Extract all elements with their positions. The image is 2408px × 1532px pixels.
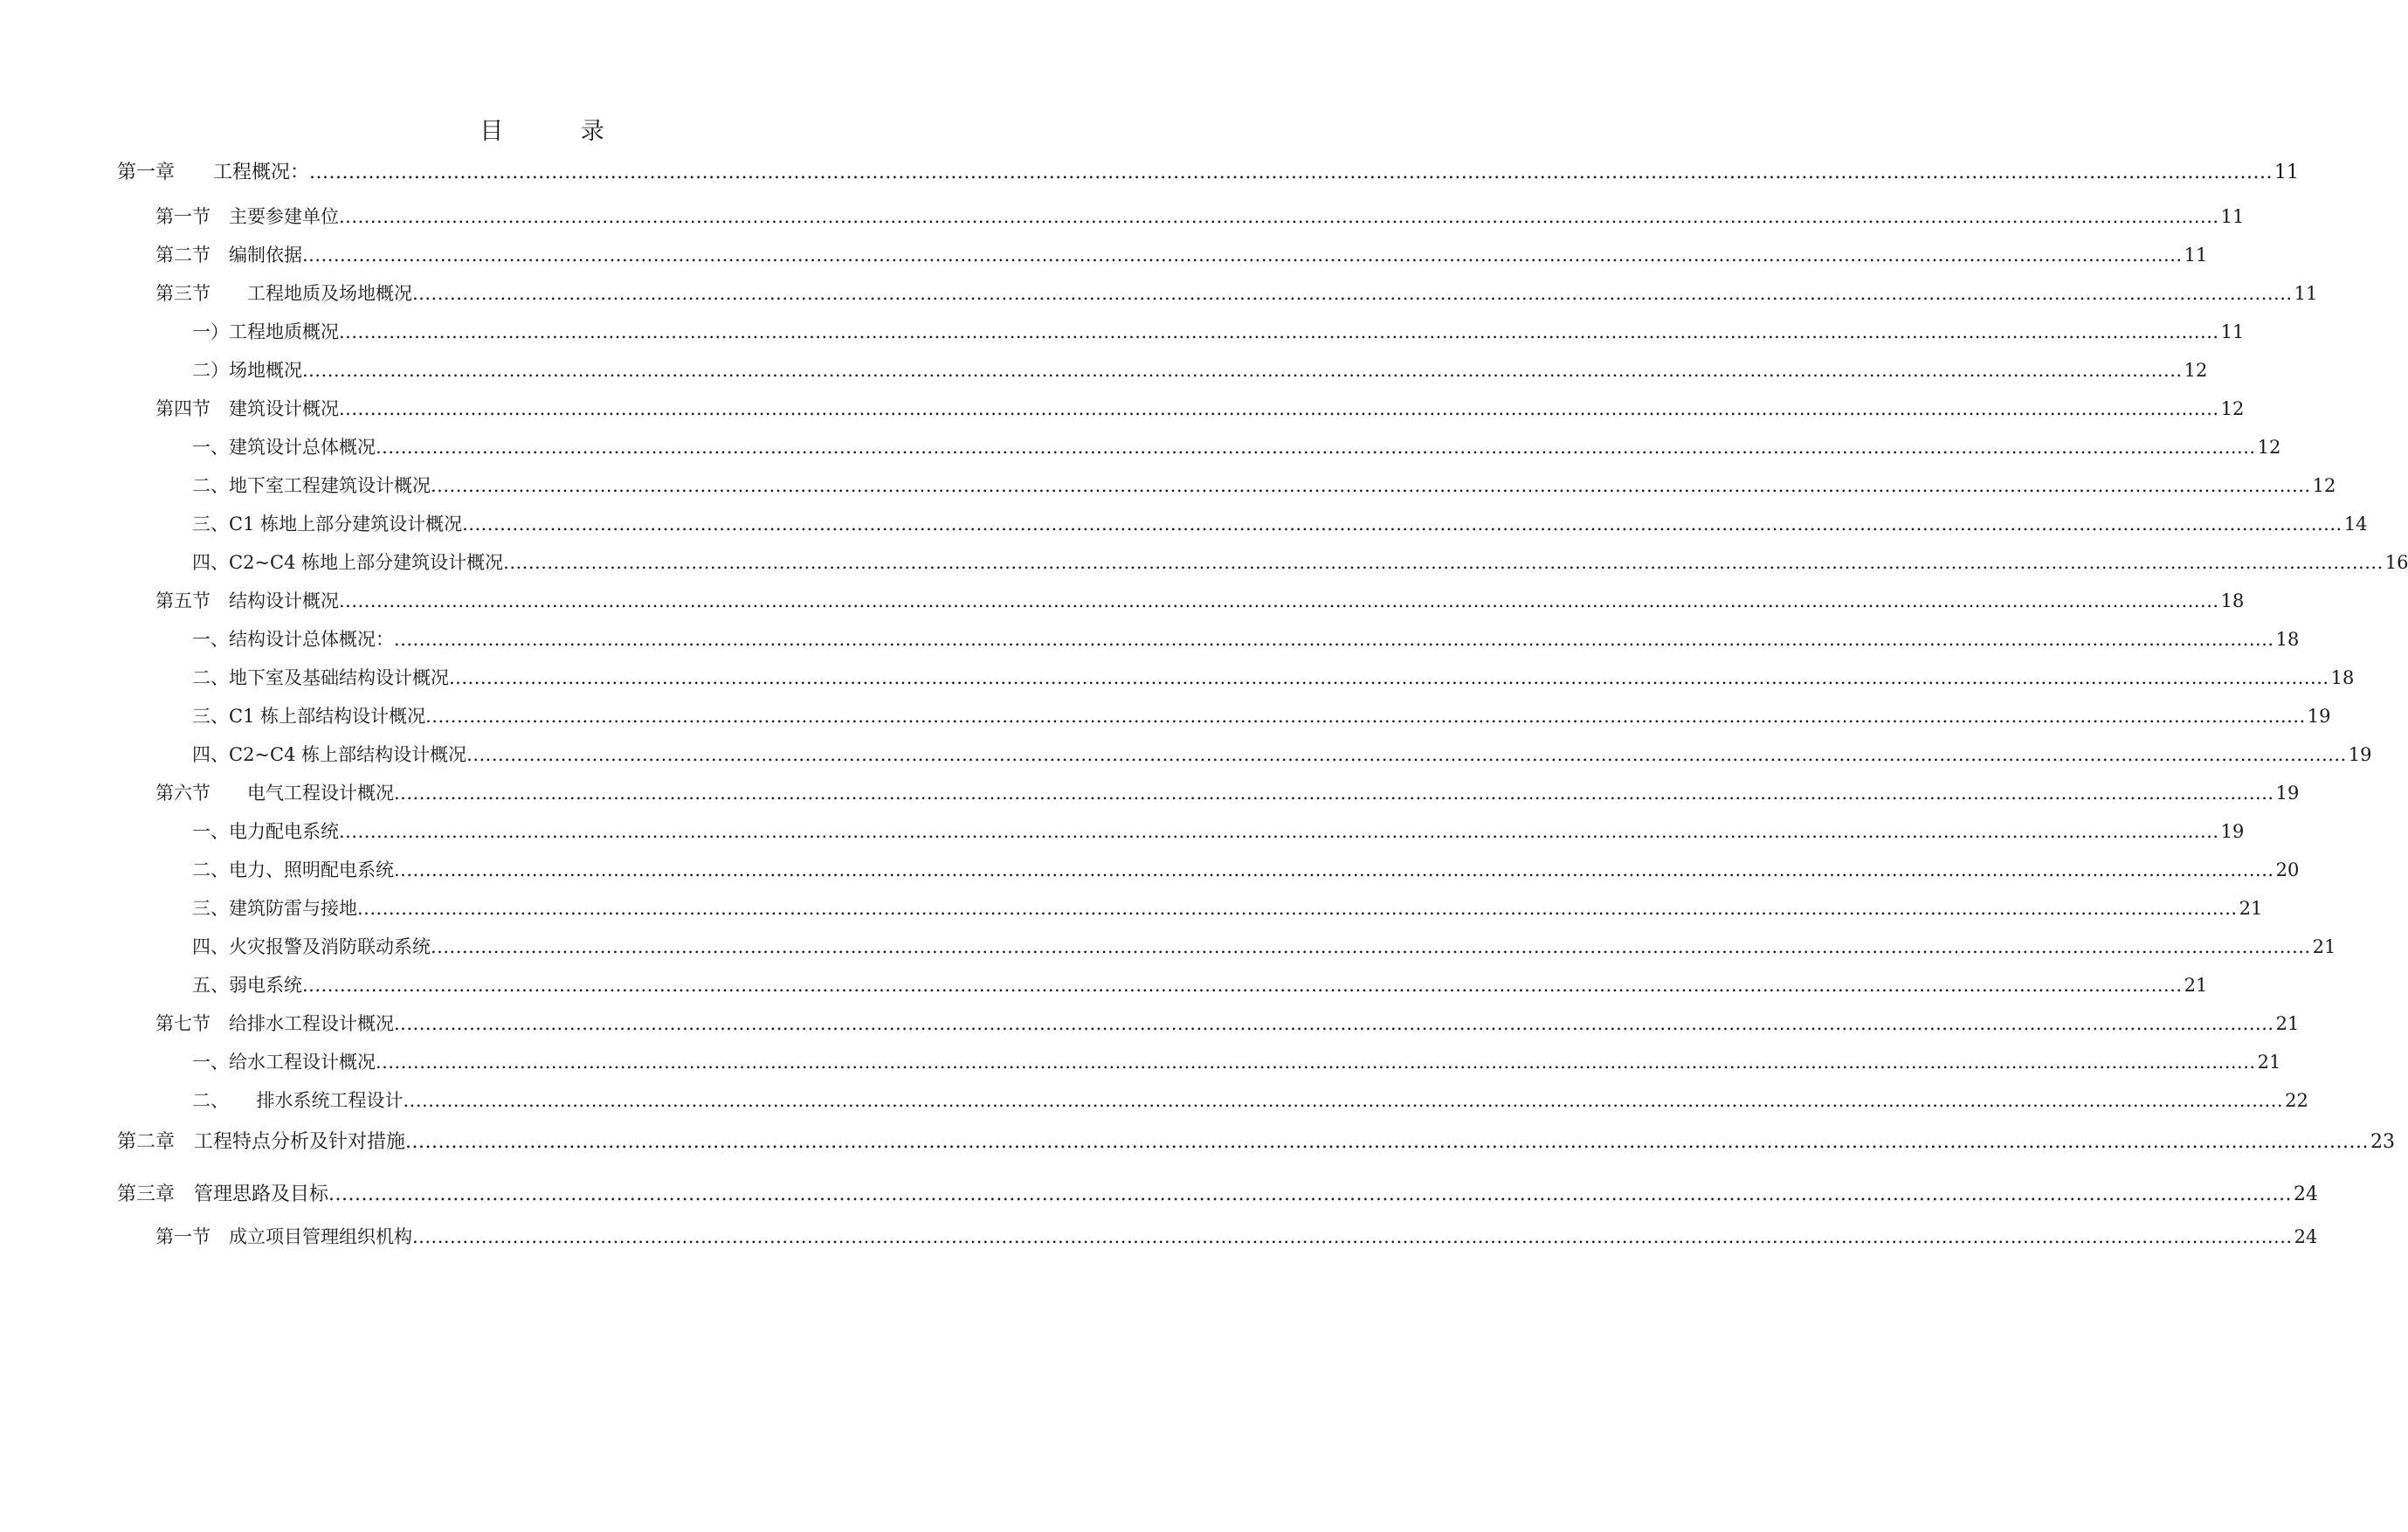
- toc-entry-label: 四、火灾报警及消防联动系统: [192, 936, 431, 957]
- toc-entry-page-number: 11: [2294, 283, 2318, 304]
- toc-entry-page-number: 22: [2285, 1090, 2308, 1111]
- page-title: 目 录: [480, 118, 639, 145]
- toc-entry-page-number: 11: [2184, 245, 2208, 266]
- toc-entry[interactable]: [155, 779, 2300, 805]
- toc-leader-dots: ............................................................................................................................................................................................................................................................................................................: [449, 667, 2329, 688]
- toc-entry-label: 二、地下室工程建筑设计概况: [192, 475, 431, 496]
- toc-leader-dots: ............................................................................................................................................................................................................................................................................................................: [339, 821, 2219, 842]
- toc-leader-dots: ............................................................................................................................................................................................................................................................................................................: [302, 975, 2183, 996]
- toc-entry-page-number: 21: [2257, 1052, 2281, 1073]
- toc-entry-page-number: 14: [2343, 514, 2368, 535]
- toc-entry[interactable]: [155, 587, 2245, 613]
- toc-leader-dots: ............................................................................................................................................................................................................................................................................................................: [431, 475, 2311, 496]
- toc-entry-label: 第四节 建筑设计概况: [155, 398, 339, 419]
- toc-entry-label: 第二章 工程特点分析及针对措施: [117, 1131, 406, 1153]
- toc-entry-label: 第五节 结构设计概况: [155, 590, 339, 611]
- toc-leader-dots: ............................................................................................................................................................................................................................................................................................................: [462, 514, 2342, 535]
- toc-entry[interactable]: [155, 241, 2208, 267]
- toc-entry[interactable]: [192, 818, 2245, 844]
- toc-entry-label: 第六节 电气工程设计概况: [155, 783, 394, 804]
- toc-entry-label: 四、C2~C4 栋上部结构设计概况: [192, 744, 467, 765]
- toc-entry-page-number: 20: [2275, 859, 2300, 880]
- toc-entry-label: 三、C1 栋上部结构设计概况: [192, 706, 426, 727]
- toc-entry-label: 五、弱电系统: [192, 975, 302, 996]
- toc-entry[interactable]: [192, 472, 2336, 498]
- toc-entry[interactable]: [192, 856, 2300, 882]
- toc-entry-label: 四、C2~C4 栋地上部分建筑设计概况: [192, 552, 504, 573]
- toc-entry[interactable]: [192, 510, 2368, 536]
- toc-entry-label: 二、电力、照明配电系统: [192, 859, 394, 880]
- toc-entry-page-number: 11: [2273, 162, 2299, 183]
- toc-entry-label: 一、给水工程设计概况: [192, 1052, 376, 1073]
- toc-entry-label: 二、地下室及基础结构设计概况: [192, 667, 449, 688]
- toc-leader-dots: ............................................................................................................................................................................................................................................................................................................: [425, 706, 2306, 727]
- toc-entry-page-number: 19: [2348, 744, 2372, 765]
- toc-entry[interactable]: [192, 933, 2336, 959]
- toc-entry[interactable]: [155, 395, 2245, 421]
- toc-entry-label: 第七节 给排水工程设计概况: [155, 1013, 394, 1034]
- toc-entry-label: 一、电力配电系统: [192, 821, 339, 842]
- toc-entry-label: 一、结构设计总体概况：: [192, 629, 394, 650]
- toc-entry[interactable]: [192, 971, 2208, 997]
- toc-entry-page-number: 21: [2239, 898, 2263, 919]
- toc-entry-page-number: 11: [2220, 321, 2245, 342]
- toc-entry[interactable]: [192, 625, 2300, 652]
- toc-leader-dots: ............................................................................................................................................................................................................................................................................................................: [339, 398, 2219, 419]
- toc-leader-dots: ............................................................................................................................................................................................................................................................................................................: [466, 744, 2347, 765]
- toc-entry[interactable]: [192, 549, 2408, 575]
- toc-entry-page-number: 11: [2220, 206, 2245, 227]
- toc-leader-dots: ............................................................................................................................................................................................................................................................................................................: [394, 783, 2274, 804]
- toc-leader-dots: ............................................................................................................................................................................................................................................................................................................: [328, 1184, 2292, 1205]
- toc-entry-label: 第一节 主要参建单位: [155, 206, 339, 227]
- toc-entry-page-number: 19: [2220, 821, 2245, 842]
- toc-entry[interactable]: [192, 1087, 2308, 1113]
- toc-leader-dots: ............................................................................................................................................................................................................................................................................................................: [302, 245, 2183, 266]
- toc-leader-dots: ............................................................................................................................................................................................................................................................................................................: [412, 283, 2293, 304]
- toc-entry[interactable]: [192, 433, 2281, 459]
- toc-entry-page-number: 19: [2307, 706, 2331, 727]
- toc-entry-page-number: 24: [2293, 1184, 2318, 1205]
- toc-entry[interactable]: [155, 203, 2245, 229]
- toc-entry[interactable]: [192, 318, 2245, 344]
- toc-entry-page-number: 19: [2275, 783, 2300, 804]
- toc-leader-dots: ............................................................................................................................................................................................................................................................................................................: [503, 552, 2384, 573]
- toc-entry-page-number: 18: [2220, 590, 2245, 611]
- toc-entry-label: 一、建筑设计总体概况: [192, 437, 376, 458]
- toc-leader-dots: ............................................................................................................................................................................................................................................................................................................: [412, 1226, 2293, 1247]
- toc-leader-dots: ............................................................................................................................................................................................................................................................................................................: [309, 162, 2273, 183]
- toc-entry-page-number: 12: [2184, 360, 2208, 381]
- toc-entry-page-number: 21: [2275, 1013, 2300, 1034]
- toc-entry[interactable]: [192, 702, 2331, 728]
- toc-entry-page-number: 12: [2312, 475, 2336, 496]
- toc-entry-label: 二）场地概况: [192, 360, 302, 381]
- toc-entry-page-number: 12: [2220, 398, 2245, 419]
- toc-entry-label: 三、C1 栋地上部分建筑设计概况: [192, 514, 463, 535]
- toc-entry-page-number: 18: [2275, 629, 2300, 650]
- toc-leader-dots: ............................................................................................................................................................................................................................................................................................................: [339, 321, 2219, 342]
- toc-entry-label: 第一章 工程概况：: [117, 162, 310, 183]
- toc-entry-label: 第一节 成立项目管理组织机构: [155, 1226, 412, 1247]
- toc-entry[interactable]: [192, 741, 2372, 767]
- toc-entry[interactable]: [117, 157, 2299, 184]
- toc-entry[interactable]: [155, 1223, 2318, 1249]
- toc-leader-dots: ............................................................................................................................................................................................................................................................................................................: [431, 936, 2311, 957]
- toc-entry-page-number: 23: [2370, 1131, 2395, 1153]
- toc-leader-dots: ............................................................................................................................................................................................................................................................................................................: [394, 1013, 2274, 1034]
- toc-entry-label: 二、 排水系统工程设计: [192, 1090, 404, 1111]
- toc-leader-dots: ............................................................................................................................................................................................................................................................................................................: [339, 590, 2219, 611]
- toc-entry-label: 第三章 管理思路及目标: [117, 1184, 329, 1205]
- toc-entry-page-number: 24: [2294, 1226, 2318, 1247]
- toc-entry[interactable]: [117, 1179, 2318, 1206]
- toc-entry-label: 一）工程地质概况: [192, 321, 339, 342]
- toc-entry[interactable]: [192, 664, 2355, 690]
- toc-entry-page-number: 12: [2257, 437, 2281, 458]
- toc-leader-dots: ............................................................................................................................................................................................................................................................................................................: [302, 360, 2183, 381]
- toc-leader-dots: ............................................................................................................................................................................................................................................................................................................: [339, 206, 2219, 227]
- toc-entry[interactable]: [155, 1010, 2300, 1036]
- toc-entry-page-number: 21: [2312, 936, 2336, 957]
- toc-entry[interactable]: [192, 356, 2208, 383]
- toc-entry[interactable]: [192, 1048, 2281, 1074]
- toc-entry[interactable]: [192, 894, 2263, 921]
- toc-leader-dots: ............................................................................................................................................................................................................................................................................................................: [403, 1090, 2284, 1111]
- toc-leader-dots: ............................................................................................................................................................................................................................................................................................................: [394, 629, 2274, 650]
- toc-entry-page-number: 21: [2184, 975, 2208, 996]
- toc-leader-dots: ............................................................................................................................................................................................................................................................................................................: [376, 437, 2256, 458]
- toc-entry-label: 第三节 工程地质及场地概况: [155, 283, 412, 304]
- toc-entry-label: 三、建筑防雷与接地: [192, 898, 357, 919]
- toc-entry-label: 第二节 编制依据: [155, 245, 302, 266]
- toc-leader-dots: ............................................................................................................................................................................................................................................................................................................: [394, 859, 2274, 880]
- toc-entry-page-number: 16: [2384, 552, 2408, 573]
- toc-entry[interactable]: [117, 1127, 2395, 1154]
- toc-leader-dots: ............................................................................................................................................................................................................................................................................................................: [376, 1052, 2256, 1073]
- toc-entry[interactable]: [155, 279, 2318, 306]
- toc-leader-dots: ............................................................................................................................................................................................................................................................................................................: [357, 898, 2238, 919]
- toc-entry-page-number: 18: [2330, 667, 2355, 688]
- toc-leader-dots: ............................................................................................................................................................................................................................................................................................................: [405, 1131, 2369, 1153]
